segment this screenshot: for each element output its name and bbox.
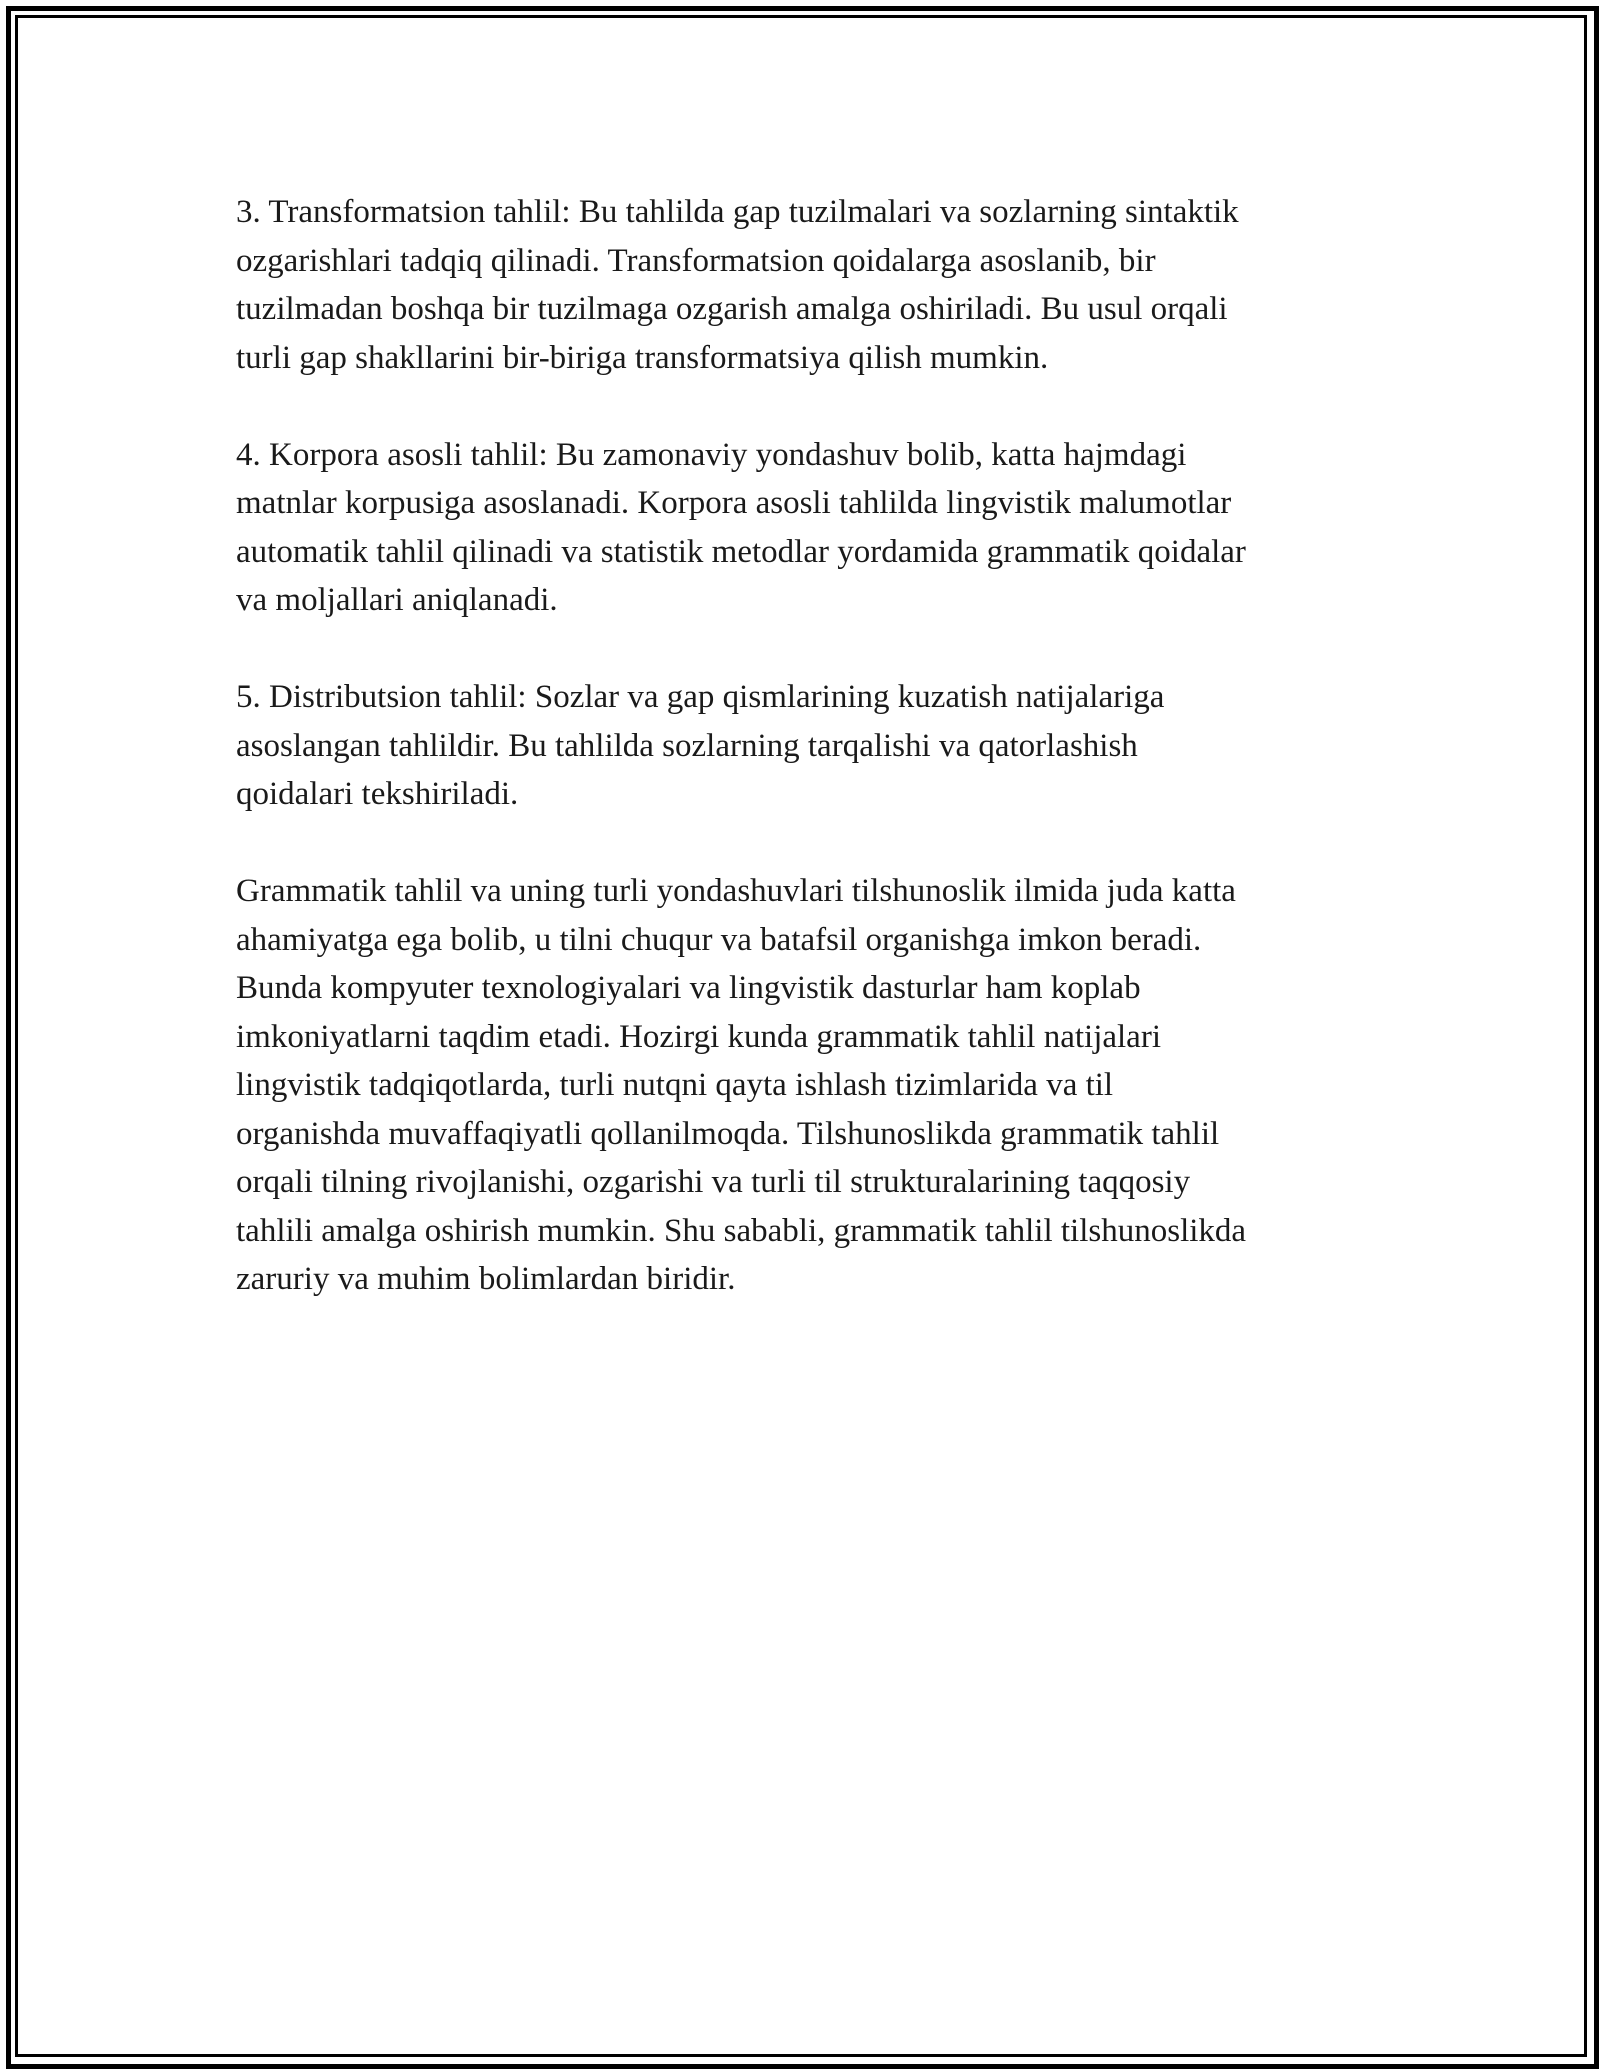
paragraph-line: tahlili amalga oshirish mumkin. Shu sababli, grammatik tahlil tilshunoslikda bbox=[236, 1212, 1247, 1249]
paragraph-line: 3. Transformatsion tahlil: Bu tahlilda gap tuzilmalari va sozlarning sintaktik bbox=[236, 194, 1239, 230]
paragraph-line: tuzilmadan boshqa bir tuzilmaga ozgarish amalga oshiriladi. Bu usul orqali bbox=[236, 291, 1228, 327]
paragraph-line: Grammatik tahlil va uning turli yondashuvlari tilshunoslik ilmida juda katta bbox=[236, 873, 1236, 909]
paragraph-line: Bunda kompyuter texnologiyalari va lingvistik dasturlar ham koplab bbox=[236, 970, 1141, 1006]
paragraph-line: organishda muvaffaqiyatli qollanilmoqda. Tilshunoslikda grammatik tahlil bbox=[236, 1115, 1220, 1152]
paragraph-line: asoslangan tahlildir. Bu tahlilda sozlarning tarqalishi va qatorlashish bbox=[236, 727, 1138, 764]
paragraph-line: orqali tilning rivojlanishi, ozgarishi va turli til strukturalarining taqqosiy bbox=[236, 1164, 1191, 1200]
paragraph-line: va moljallari aniqlanadi. bbox=[236, 582, 558, 618]
paragraph-line: lingvistik tadqiqotlarda, turli nutqni qayta ishlash tizimlarida va til bbox=[236, 1067, 1114, 1103]
paragraph-distributsion-tahlil bbox=[236, 673, 1366, 819]
paragraph-line: matnlar korpusiga asoslanadi. Korpora asosli tahlilda lingvistik malumotlar bbox=[236, 485, 1232, 521]
paragraph-line: automatik tahlil qilinadi va statistik metodlar yordamida grammatik qoidalar bbox=[236, 533, 1246, 570]
paragraph-transformatsion-tahlil bbox=[236, 188, 1366, 382]
paragraph-line: 4. Korpora asosli tahlil: Bu zamonaviy yondashuv bolib, katta hajmdagi bbox=[236, 436, 1187, 473]
paragraph-line: imkoniyatlarni taqdim etadi. Hozirgi kunda grammatik tahlil natijalari bbox=[236, 1018, 1161, 1055]
paragraph-line: ahamiyatga ega bolib, u tilni chuqur va batafsil organishga imkon beradi. bbox=[236, 921, 1202, 958]
paragraph-line: 5. Distributsion tahlil: Sozlar va gap qismlarining kuzatish natijalariga bbox=[236, 679, 1165, 715]
paragraph-conclusion bbox=[236, 867, 1366, 1304]
paragraph-line: turli gap shakllarini bir-biriga transformatsiya qilish mumkin. bbox=[236, 339, 1049, 376]
paragraph-line: zaruriy va muhim bolimlardan biridir. bbox=[236, 1261, 736, 1297]
document-body bbox=[236, 188, 1366, 1352]
paragraph-line: ozgarishlari tadqiq qilinadi. Transformatsion qoidalarga asoslanib, bir bbox=[236, 242, 1156, 279]
paragraph-line: qoidalari tekshiriladi. bbox=[236, 776, 519, 812]
paragraph-korpora-asosli-tahlil bbox=[236, 431, 1366, 625]
